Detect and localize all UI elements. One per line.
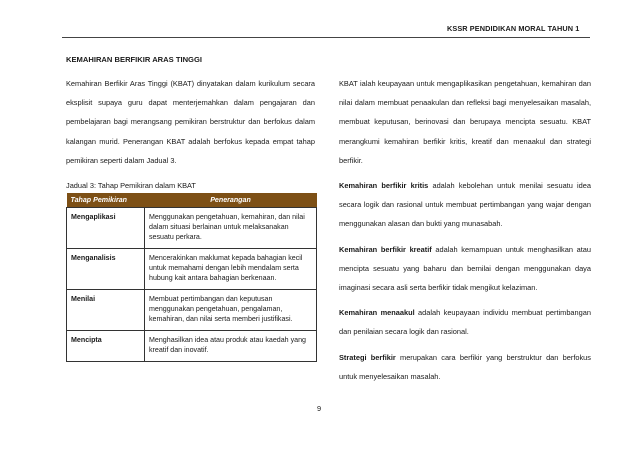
row-description: Menghasilkan idea atau produk atau kaedah yang kreatif dan inovatif. <box>145 331 317 362</box>
row-description: Membuat pertimbangan dan keputusan menggunakan pengetahuan, pengalaman, kemahiran, dan nilai serta memberi justifikasi. <box>145 290 317 331</box>
creative-thinking-text: adalah kemampuan untuk menghasilkan atau mencipta sesuatu yang baharu dan bernilai dengan menggunakan daya imaginasi secara asli serta berfikir tidak mengikut kelaziman. <box>339 244 591 293</box>
row-term: Menilai <box>67 290 145 331</box>
critical-thinking-paragraph <box>339 176 591 234</box>
running-header: KSSR PENDIDIKAN MORAL TAHUN 1 <box>447 24 580 33</box>
reasoning-text: adalah keupayaan individu membuat pertimbangan dan penilaian secara logik dan rasional. <box>339 308 591 337</box>
reasoning-term: Kemahiran menaakul <box>339 308 415 318</box>
table-header-row <box>67 193 317 208</box>
critical-thinking-term: Kemahiran berfikir kritis <box>339 181 429 191</box>
row-description: Menggunakan pengetahuan, kemahiran, dan nilai dalam situasi berlainan untuk melaksanakan sesuatu perkara. <box>145 208 317 249</box>
header-rule <box>62 37 590 38</box>
table-header-level: Tahap Pemikiran <box>67 193 145 208</box>
row-term: Mencipta <box>67 331 145 362</box>
right-column <box>339 74 591 392</box>
creative-thinking-paragraph <box>339 240 591 298</box>
thinking-strategy-paragraph <box>339 348 591 386</box>
reasoning-paragraph <box>339 303 591 341</box>
kbat-definition-paragraph: KBAT ialah keupayaan untuk mengaplikasikan pengetahuan, kemahiran dan nilai dalam membuat penaakulan dan refleksi bagi menyelesaikan masalah, membuat keputusan, berinovasi dan berupaya mencipta sesuatu. KBAT merangkumi kemahiran berfikir kritis, kreatif dan menaakul dan strategi berfikir. <box>339 79 591 165</box>
thinking-strategy-term: Strategi berfikir <box>339 352 396 362</box>
section-title: KEMAHIRAN BERFIKIR ARAS TINGGI <box>66 55 202 64</box>
table-header-description: Penerangan <box>145 193 317 208</box>
left-column <box>66 74 315 170</box>
table-row <box>67 208 317 249</box>
row-term: Menganalisis <box>67 249 145 290</box>
intro-paragraph: Kemahiran Berfikir Aras Tinggi (KBAT) dinyatakan dalam kurikulum secara eksplisit supaya guru dapat menterjemahkan dalam pengajaran dan pembelajaran bagi merangsang pemikiran berstruktur dan berfokus dalam kalangan murid. Penerangan KBAT adalah berfokus kepada empat tahap pemikiran seperti dalam Jadual 3. <box>66 79 315 165</box>
table-row <box>67 249 317 290</box>
table-row <box>67 290 317 331</box>
thinking-strategy-text: merupakan cara berfikir yang berstruktur dan berfokus untuk menyelesaikan masalah. <box>339 352 591 381</box>
creative-thinking-term: Kemahiran berfikir kreatif <box>339 244 432 254</box>
page-number: 9 <box>317 404 322 413</box>
table-caption: Jadual 3: Tahap Pemikiran dalam KBAT <box>66 181 196 190</box>
row-term: Mengaplikasi <box>67 208 145 249</box>
table-row <box>67 331 317 362</box>
kbat-levels-table <box>66 193 317 362</box>
row-description: Mencerakinkan maklumat kepada bahagian kecil untuk memahami dengan lebih mendalam serta hubung kait antara bahagian berkenaan. <box>145 249 317 290</box>
critical-thinking-text: adalah kebolehan untuk menilai sesuatu idea secara logik dan rasional untuk membuat pertimbangan yang wajar dengan menggunakan alasan dan bukti yang munasabah. <box>339 181 591 229</box>
